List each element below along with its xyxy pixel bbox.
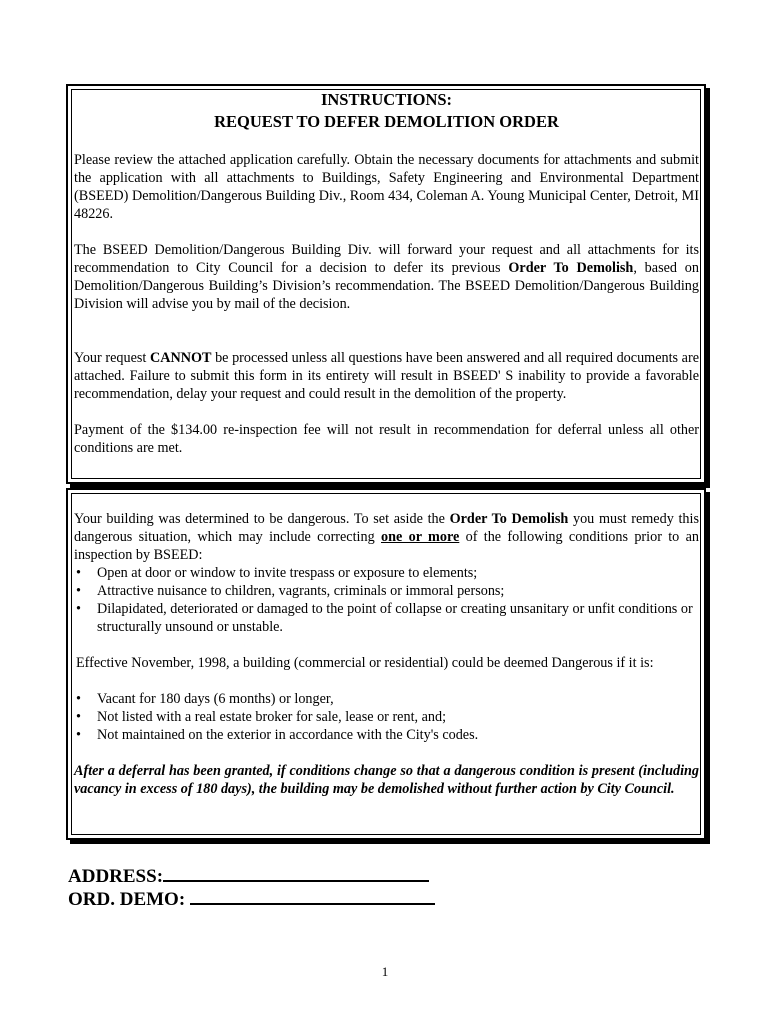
paragraph-cannot: Your request CANNOT be processed unless all questions have been answered and all required documents are attached. Failure to submit this form in its entirety will result in BSEED' S inability to provide a favorable recommendation, delay your request and could result in the demolition of the property. xyxy=(74,350,699,402)
list-item: • Dilapidated, deteriorated or damaged to the point of collapse or creating unsanitary or unfit conditions or structurally unsound or unstable. xyxy=(74,600,699,636)
paragraph-submit: Please review the attached application carefully. Obtain the necessary documents for attachments and submit the application with all attachments to Buildings, Safety Engineering and Environmental Department (BSEED) Demolition/Dangerous Building Div., Room 434, Coleman A. Young Municipal Center, Detroit, MI 48226. xyxy=(74,152,699,222)
paragraph-dangerous: Your building was determined to be dangerous. To set aside the Order To Demolish you must remedy this dangerous situation, which may include correcting one or more of the following conditions prior to an inspection by BSEED: xyxy=(74,511,699,563)
paragraph-effective: Effective November, 1998, a building (commercial or residential) could be deemed Dangerous if it is: xyxy=(76,655,654,671)
ord-demo-label: ORD. DEMO: xyxy=(68,889,186,910)
address-label: ADDRESS: xyxy=(68,866,164,887)
criteria-list xyxy=(74,690,699,744)
warning-text: After a deferral has been granted, if conditions change so that a dangerous condition is present (including vacancy in excess of 180 days), the building may be demolished without further action by City Council. xyxy=(74,763,699,797)
list-item: • Not listed with a real estate broker for sale, lease or rent, and; xyxy=(74,708,699,726)
address-row xyxy=(68,864,429,888)
paragraph-fee: Payment of the $134.00 re-inspection fee will not result in recommendation for deferral unless all other conditions are met. xyxy=(74,422,699,456)
list-item: • Attractive nuisance to children, vagrants, criminals or immoral persons; xyxy=(74,582,699,600)
title-instructions: INSTRUCTIONS: xyxy=(320,90,453,109)
page-number: 1 xyxy=(381,964,389,979)
list-item: • Not maintained on the exterior in accordance with the City's codes. xyxy=(74,726,699,744)
title-request: REQUEST TO DEFER DEMOLITION ORDER xyxy=(214,112,559,131)
paragraph-forward: The BSEED Demolition/Dangerous Building Div. will forward your request and all attachments for its recommendation to City Council for a decision to defer its previous Order To Demolish, based on Demolition/Dangerous Building’s Division’s recommendation. The BSEED Demolition/Dangerous Building Division will advise you by mail of the decision. xyxy=(74,242,699,312)
address-field[interactable] xyxy=(163,864,429,882)
list-item: • Vacant for 180 days (6 months) or longer, xyxy=(74,690,699,708)
list-item: • Open at door or window to invite trespass or exposure to elements; xyxy=(74,564,699,582)
conditions-body xyxy=(74,510,699,798)
ord-demo-field[interactable] xyxy=(190,887,435,905)
instructions-body xyxy=(74,151,699,457)
ord-demo-row xyxy=(68,887,435,911)
conditions-list xyxy=(74,564,699,636)
